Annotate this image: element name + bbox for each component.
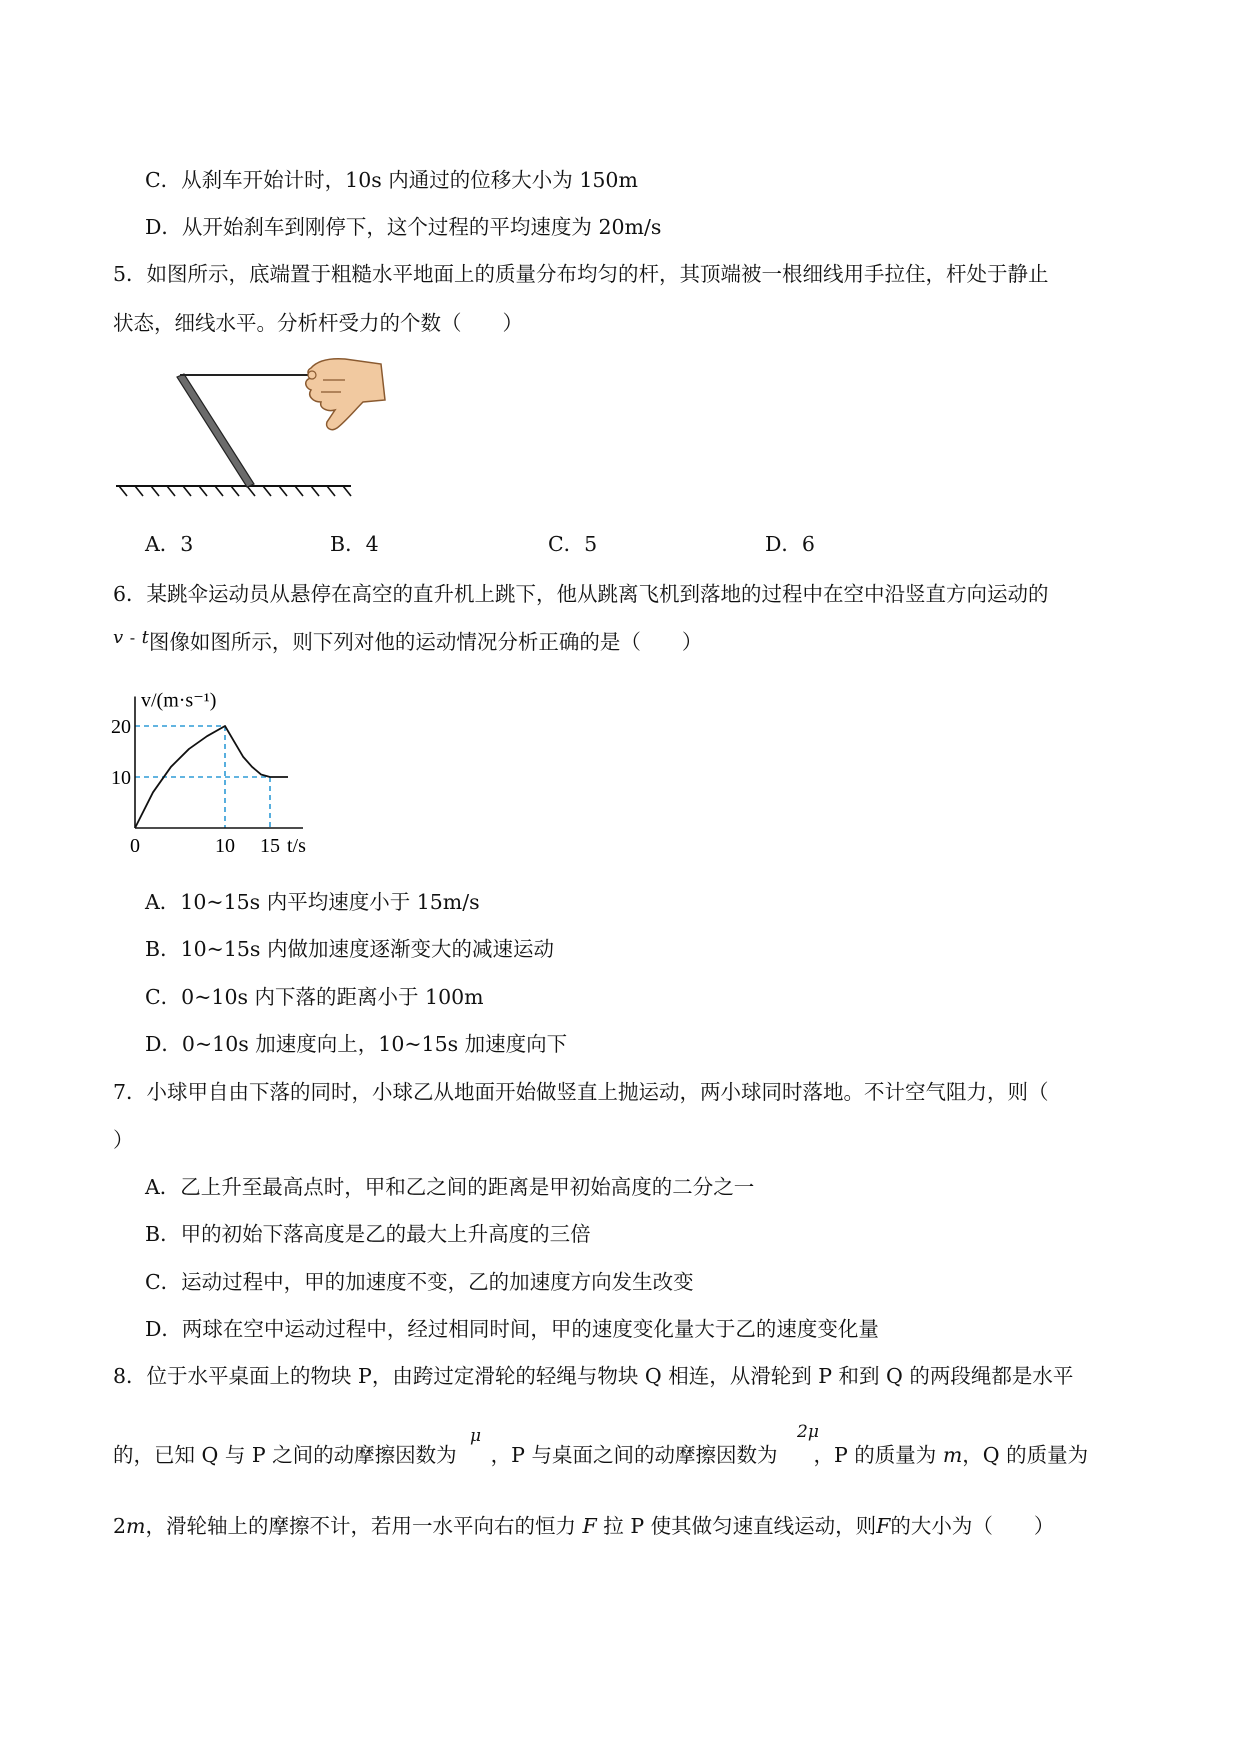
q8-text-g: 的大小为（ ） — [890, 1514, 1055, 1538]
q8-var-m2: m — [126, 1514, 146, 1538]
x-axis-label: t/s — [287, 835, 306, 857]
y-tick-20: 20 — [111, 716, 131, 738]
q5-option-a: A．3 — [145, 532, 194, 556]
q8-num-2: 2 — [113, 1514, 127, 1538]
q7-option-a: A．乙上升至最高点时，甲和乙之间的距离是甲初始高度的二分之一 — [145, 1175, 755, 1199]
q8-stem-line1: 8．位于水平桌面上的物块 P，由跨过定滑轮的轻绳与物块 Q 相连，从滑轮到 P 和到 Q 的两段绳都是水平 — [113, 1364, 1074, 1388]
x-tick-0: 0 — [130, 835, 140, 857]
q8-mu-1: μ — [470, 1426, 482, 1446]
q4-option-d: D．从开始刹车到刚停下，这个过程的平均速度为 20m/s — [145, 215, 662, 239]
q6-stem-line2-rest: 图像如图所示，则下列对他的运动情况分析正确的是（ ） — [148, 630, 703, 654]
q7-stem-line2: ） — [113, 1128, 134, 1152]
q7-option-d: D．两球在空中运动过程中，经过相同时间，甲的速度变化量大于乙的速度变化量 — [145, 1317, 879, 1341]
y-tick-10: 10 — [111, 767, 131, 789]
q5-option-b: B．4 — [330, 532, 379, 556]
q6-stem-line1: 6．某跳伞运动员从悬停在高空的直升机上跳下，他从跳离飞机到落地的过程中在空中沿竖直方向运动的 — [113, 582, 1049, 606]
vt-chart — [105, 665, 385, 865]
q6-option-b: B．10~15s 内做加速度逐渐变大的减速运动 — [145, 937, 554, 961]
q5-option-d: D．6 — [765, 532, 815, 556]
q8-stem-line3 — [113, 1512, 1054, 1540]
q8-stem-line2 — [113, 1441, 1088, 1469]
y-axis-label: v/(m·s⁻¹) — [141, 689, 217, 712]
q7-option-b: B．甲的初始下落高度是乙的最大上升高度的三倍 — [145, 1222, 591, 1246]
x-tick-15: 15 — [260, 835, 280, 857]
q8-var-f2: F — [876, 1514, 891, 1538]
q4-option-c: C．从刹车开始计时，10s 内通过的位移大小为 150m — [145, 168, 638, 192]
q8-text-a: 的，已知 Q 与 P 之间的动摩擦因数为 — [113, 1443, 457, 1467]
q5-stem-line1: 5．如图所示，底端置于粗糙水平地面上的质量分布均匀的杆，其顶端被一根细线用手拉住，杆处于静止 — [113, 262, 1049, 286]
q7-option-c: C．运动过程中，甲的加速度不变，乙的加速度方向发生改变 — [145, 1270, 694, 1294]
q8-text-b: ，P 与桌面之间的动摩擦因数为 — [490, 1443, 778, 1467]
q6-option-a: A．10~15s 内平均速度小于 15m/s — [145, 890, 480, 914]
x-tick-10: 10 — [215, 835, 235, 857]
q8-text-e: ，滑轮轴上的摩擦不计，若用一水平向右的恒力 — [145, 1514, 576, 1538]
q6-var-t: t — [141, 627, 149, 648]
q8-var-f1: F — [582, 1514, 597, 1538]
q8-text-f: 拉 P 使其做匀速直线运动，则 — [603, 1514, 877, 1538]
q6-dash: - — [129, 628, 136, 647]
q6-option-c: C．0~10s 内下落的距离小于 100m — [145, 985, 484, 1009]
q7-stem-line1: 7．小球甲自由下落的同时，小球乙从地面开始做竖直上抛运动，两小球同时落地。不计空气阻力，则（ — [113, 1080, 1049, 1104]
q6-stem-line2 — [113, 628, 702, 658]
q8-text-d: ，Q 的质量为 — [962, 1443, 1089, 1467]
q5-rod-figure — [113, 350, 403, 500]
q6-option-d: D．0~10s 加速度向上，10~15s 加速度向下 — [145, 1032, 568, 1056]
q8-mu-2: 2μ — [797, 1422, 819, 1442]
q5-stem-line2: 状态，细线水平。分析杆受力的个数（ ） — [113, 311, 523, 335]
q8-var-m: m — [942, 1443, 963, 1467]
q5-option-c: C．5 — [548, 532, 598, 556]
q8-text-c: ，P 的质量为 — [813, 1443, 937, 1467]
q6-var-v: v — [113, 627, 124, 648]
